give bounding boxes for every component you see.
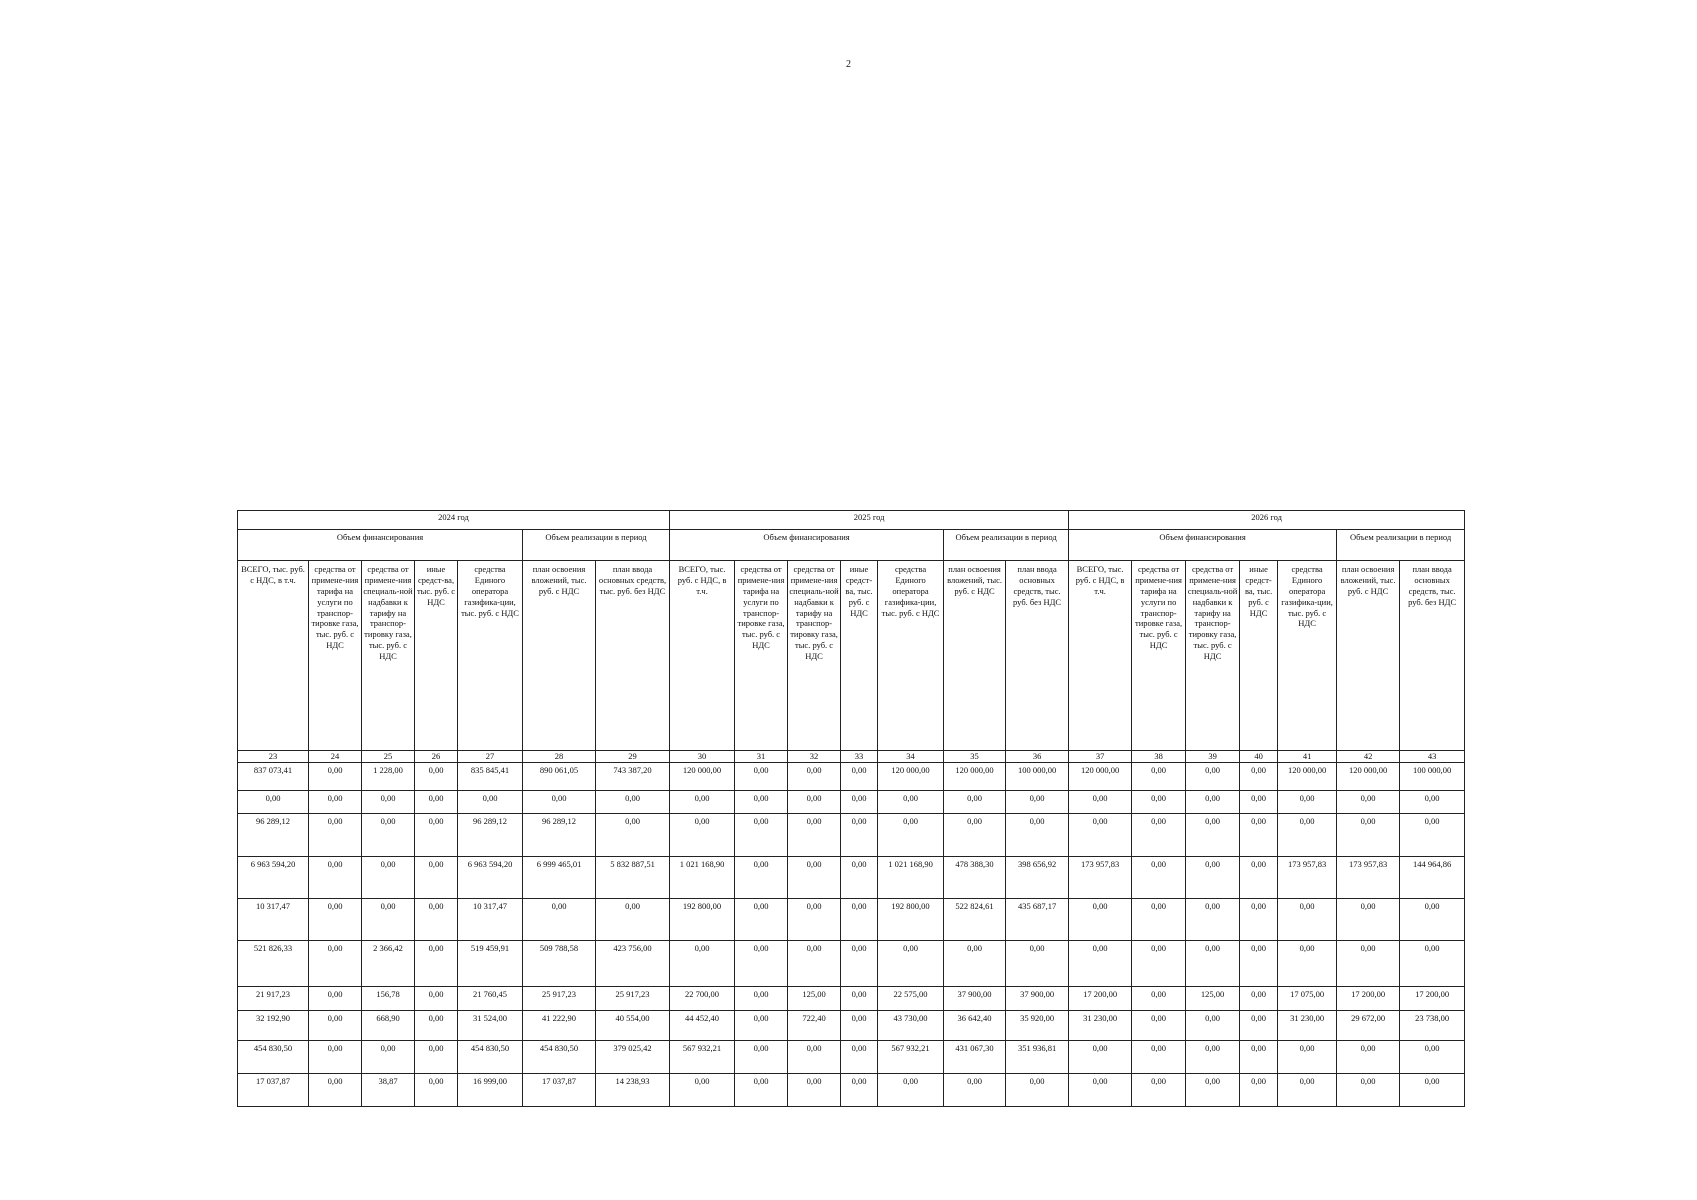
- table-cell: 0,00: [415, 763, 458, 791]
- table-cell: 0,00: [735, 941, 788, 987]
- table-cell: 96 289,12: [458, 814, 523, 857]
- table-cell: 120 000,00: [670, 763, 735, 791]
- table-cell: 0,00: [944, 791, 1006, 814]
- column-number: 35: [944, 751, 1006, 763]
- table-cell: 31 230,00: [1278, 1011, 1337, 1041]
- table-cell: 0,00: [1132, 987, 1186, 1011]
- table-cell: 120 000,00: [1337, 763, 1400, 791]
- table-cell: 0,00: [309, 1074, 362, 1107]
- table-cell: 0,00: [362, 814, 415, 857]
- table-cell: 192 800,00: [670, 899, 735, 941]
- table-cell: 837 073,41: [238, 763, 309, 791]
- table-cell: 17 200,00: [1069, 987, 1132, 1011]
- table-cell: 17 200,00: [1400, 987, 1465, 1011]
- table-cell: 0,00: [1337, 814, 1400, 857]
- table-cell: 379 025,42: [596, 1041, 670, 1074]
- table-cell: 0,00: [788, 941, 841, 987]
- table-cell: 0,00: [1240, 857, 1278, 899]
- table-cell: 0,00: [1400, 899, 1465, 941]
- table-cell: 1 228,00: [362, 763, 415, 791]
- table-cell: 36 642,40: [944, 1011, 1006, 1041]
- column-header: план ввода основных средств, тыс. руб. без НДС: [1006, 561, 1069, 751]
- realization-group-2025: Объем реализации в период: [944, 530, 1069, 561]
- table-cell: 0,00: [1006, 1074, 1069, 1107]
- table-cell: 21 760,45: [458, 987, 523, 1011]
- table-cell: 0,00: [1132, 899, 1186, 941]
- table-cell: 44 452,40: [670, 1011, 735, 1041]
- table-cell: 0,00: [1240, 763, 1278, 791]
- year-header-row: [238, 511, 1465, 530]
- table-cell: 0,00: [415, 899, 458, 941]
- table-cell: 0,00: [841, 814, 878, 857]
- table-cell: 21 917,23: [238, 987, 309, 1011]
- table-cell: 0,00: [1069, 1041, 1132, 1074]
- table-cell: 835 845,41: [458, 763, 523, 791]
- table-cell: 0,00: [309, 987, 362, 1011]
- table-row: [238, 987, 1465, 1011]
- table-cell: 0,00: [1278, 941, 1337, 987]
- table-cell: 0,00: [788, 857, 841, 899]
- column-header: средства Единого оператора газифика-ции, тыс. руб. с НДС: [1278, 561, 1337, 751]
- table-cell: 0,00: [309, 814, 362, 857]
- table-cell: 38,87: [362, 1074, 415, 1107]
- table-cell: 0,00: [788, 814, 841, 857]
- table-cell: 0,00: [841, 941, 878, 987]
- table-cell: 0,00: [788, 791, 841, 814]
- table-row: [238, 814, 1465, 857]
- table-cell: 890 061,05: [523, 763, 596, 791]
- column-header: средства от примене-ния специаль-ной надбавки к тарифу на транспор-тировку газа, тыс. руб. с НДС: [788, 561, 841, 751]
- table-cell: 0,00: [735, 1041, 788, 1074]
- table-cell: 41 222,90: [523, 1011, 596, 1041]
- table-cell: 0,00: [841, 763, 878, 791]
- table-cell: 0,00: [670, 1074, 735, 1107]
- column-number: 24: [309, 751, 362, 763]
- table-cell: 0,00: [1069, 1074, 1132, 1107]
- table-cell: 454 830,50: [458, 1041, 523, 1074]
- table-cell: 0,00: [1186, 763, 1240, 791]
- column-number: 27: [458, 751, 523, 763]
- table-cell: 10 317,47: [238, 899, 309, 941]
- table-cell: 0,00: [841, 1074, 878, 1107]
- table-cell: 120 000,00: [944, 763, 1006, 791]
- table-cell: 0,00: [670, 814, 735, 857]
- table-cell: 17 037,87: [238, 1074, 309, 1107]
- financing-group-2025: Объем финансирования: [670, 530, 944, 561]
- table-cell: 567 932,21: [878, 1041, 944, 1074]
- table-row: [238, 857, 1465, 899]
- table-cell: 519 459,91: [458, 941, 523, 987]
- table-cell: 0,00: [735, 857, 788, 899]
- table-cell: 0,00: [1240, 791, 1278, 814]
- column-number: 30: [670, 751, 735, 763]
- table-cell: 567 932,21: [670, 1041, 735, 1074]
- table-cell: 43 730,00: [878, 1011, 944, 1041]
- table-cell: 0,00: [309, 1041, 362, 1074]
- table-cell: 96 289,12: [523, 814, 596, 857]
- table-cell: 0,00: [1132, 763, 1186, 791]
- column-number: 32: [788, 751, 841, 763]
- column-header: средства Единого оператора газифика-ции, тыс. руб. с НДС: [878, 561, 944, 751]
- table-cell: 0,00: [1069, 941, 1132, 987]
- column-header: план освоения вложений, тыс. руб. с НДС: [944, 561, 1006, 751]
- table-cell: 398 656,92: [1006, 857, 1069, 899]
- table-cell: 6 963 594,20: [238, 857, 309, 899]
- table-cell: 25 917,23: [596, 987, 670, 1011]
- table-cell: 0,00: [1400, 941, 1465, 987]
- column-number: 33: [841, 751, 878, 763]
- table-cell: 0,00: [1278, 814, 1337, 857]
- table-cell: 0,00: [1132, 1041, 1186, 1074]
- table-cell: 0,00: [878, 791, 944, 814]
- table-cell: 22 700,00: [670, 987, 735, 1011]
- table-cell: 6 963 594,20: [458, 857, 523, 899]
- table-cell: 0,00: [878, 814, 944, 857]
- table-cell: 0,00: [1400, 791, 1465, 814]
- table-cell: 0,00: [841, 791, 878, 814]
- column-header: иные средст-ва, тыс. руб. с НДС: [415, 561, 458, 751]
- table-cell: 0,00: [1240, 1041, 1278, 1074]
- table-cell: 0,00: [788, 763, 841, 791]
- column-header: иные средст-ва, тыс. руб. с НДС: [841, 561, 878, 751]
- table-cell: 0,00: [1240, 899, 1278, 941]
- table-cell: 0,00: [1400, 814, 1465, 857]
- column-number: 37: [1069, 751, 1132, 763]
- table-cell: 100 000,00: [1400, 763, 1465, 791]
- financing-group-2024: Объем финансирования: [238, 530, 523, 561]
- column-number: 43: [1400, 751, 1465, 763]
- table-cell: 120 000,00: [878, 763, 944, 791]
- table-cell: 0,00: [1132, 857, 1186, 899]
- table-cell: 6 999 465,01: [523, 857, 596, 899]
- table-cell: 23 738,00: [1400, 1011, 1465, 1041]
- table-cell: 96 289,12: [238, 814, 309, 857]
- table-cell: 0,00: [1337, 899, 1400, 941]
- table-cell: 0,00: [841, 1011, 878, 1041]
- table-cell: 0,00: [415, 987, 458, 1011]
- table-cell: 0,00: [1186, 1074, 1240, 1107]
- column-header: средства от примене-ния специаль-ной надбавки к тарифу на транспор-тировку газа, тыс. руб. с НДС: [1186, 561, 1240, 751]
- table-cell: 743 387,20: [596, 763, 670, 791]
- financing-group-2026: Объем финансирования: [1069, 530, 1337, 561]
- column-header: план ввода основных средств, тыс. руб. без НДС: [596, 561, 670, 751]
- table-cell: 0,00: [944, 814, 1006, 857]
- table-cell: 0,00: [415, 791, 458, 814]
- table-cell: 351 936,81: [1006, 1041, 1069, 1074]
- column-number: 31: [735, 751, 788, 763]
- column-header: средства от примене-ния тарифа на услуги по транспор-тировке газа, тыс. руб. с НДС: [735, 561, 788, 751]
- table-cell: 0,00: [944, 1074, 1006, 1107]
- column-header: средства от примене-ния тарифа на услуги по транспор-тировке газа, тыс. руб. с НДС: [1132, 561, 1186, 751]
- table-cell: 0,00: [1006, 791, 1069, 814]
- table-cell: 0,00: [1069, 814, 1132, 857]
- table-cell: 0,00: [735, 899, 788, 941]
- table-cell: 35 920,00: [1006, 1011, 1069, 1041]
- table-cell: 0,00: [309, 791, 362, 814]
- table-cell: 0,00: [841, 1041, 878, 1074]
- table-cell: 17 200,00: [1337, 987, 1400, 1011]
- table-cell: 0,00: [362, 791, 415, 814]
- table-cell: 0,00: [1240, 1011, 1278, 1041]
- table-cell: 156,78: [362, 987, 415, 1011]
- table-cell: 14 238,93: [596, 1074, 670, 1107]
- year-2026-header: 2026 год: [1069, 511, 1465, 530]
- table-cell: 0,00: [362, 857, 415, 899]
- table-cell: 0,00: [841, 899, 878, 941]
- table-row: [238, 1011, 1465, 1041]
- table-cell: 37 900,00: [1006, 987, 1069, 1011]
- table-cell: 0,00: [841, 987, 878, 1011]
- table-cell: 0,00: [1337, 791, 1400, 814]
- table-cell: 0,00: [1240, 814, 1278, 857]
- column-number: 39: [1186, 751, 1240, 763]
- table-cell: 0,00: [878, 941, 944, 987]
- column-header: средства от примене-ния тарифа на услуги по транспор-тировке газа, тыс. руб. с НДС: [309, 561, 362, 751]
- table-cell: 0,00: [735, 1074, 788, 1107]
- table-cell: 0,00: [362, 1041, 415, 1074]
- column-number-row: [238, 751, 1465, 763]
- table-cell: 0,00: [309, 1011, 362, 1041]
- column-header: ВСЕГО, тыс. руб. с НДС, в т.ч.: [238, 561, 309, 751]
- table-cell: 0,00: [415, 814, 458, 857]
- table-cell: 0,00: [1240, 941, 1278, 987]
- table-cell: 125,00: [1186, 987, 1240, 1011]
- realization-group-2024: Объем реализации в период: [523, 530, 670, 561]
- column-number: 40: [1240, 751, 1278, 763]
- column-number: 41: [1278, 751, 1337, 763]
- table-cell: 521 826,33: [238, 941, 309, 987]
- table-cell: 0,00: [735, 814, 788, 857]
- table-cell: 0,00: [841, 857, 878, 899]
- table-cell: 0,00: [788, 899, 841, 941]
- table-cell: 0,00: [415, 1041, 458, 1074]
- table-cell: 722,40: [788, 1011, 841, 1041]
- table-cell: 0,00: [1132, 1074, 1186, 1107]
- table-cell: 0,00: [1186, 814, 1240, 857]
- table-row: [238, 791, 1465, 814]
- table-cell: 0,00: [1132, 791, 1186, 814]
- table-cell: 100 000,00: [1006, 763, 1069, 791]
- column-header: иные средст-ва, тыс. руб. с НДС: [1240, 561, 1278, 751]
- table-cell: 0,00: [788, 1074, 841, 1107]
- table-cell: 0,00: [1240, 1074, 1278, 1107]
- table-cell: 0,00: [1186, 1041, 1240, 1074]
- table-cell: 40 554,00: [596, 1011, 670, 1041]
- table-cell: 17 037,87: [523, 1074, 596, 1107]
- table-cell: 0,00: [735, 763, 788, 791]
- year-2024-header: 2024 год: [238, 511, 670, 530]
- table-cell: 0,00: [1278, 1074, 1337, 1107]
- table-cell: 2 366,42: [362, 941, 415, 987]
- table-cell: 0,00: [1337, 1041, 1400, 1074]
- table-cell: 173 957,83: [1337, 857, 1400, 899]
- table-cell: 0,00: [1186, 1011, 1240, 1041]
- table-cell: 0,00: [735, 987, 788, 1011]
- table-cell: 0,00: [670, 791, 735, 814]
- table-cell: 0,00: [1186, 899, 1240, 941]
- column-number: 25: [362, 751, 415, 763]
- table-cell: 125,00: [788, 987, 841, 1011]
- column-header: план освоения вложений, тыс. руб. с НДС: [523, 561, 596, 751]
- table-cell: 0,00: [878, 1074, 944, 1107]
- column-number: 29: [596, 751, 670, 763]
- table-cell: 423 756,00: [596, 941, 670, 987]
- column-number: 42: [1337, 751, 1400, 763]
- table-cell: 1 021 168,90: [878, 857, 944, 899]
- column-header: план ввода основных средств, тыс. руб. без НДС: [1400, 561, 1465, 751]
- table-cell: 0,00: [1400, 1074, 1465, 1107]
- table-cell: 17 075,00: [1278, 987, 1337, 1011]
- table-cell: 0,00: [415, 857, 458, 899]
- realization-group-2026: Объем реализации в период: [1337, 530, 1465, 561]
- table-cell: 37 900,00: [944, 987, 1006, 1011]
- table-cell: 0,00: [523, 899, 596, 941]
- table-cell: 192 800,00: [878, 899, 944, 941]
- table-cell: 0,00: [1337, 941, 1400, 987]
- year-2025-header: 2025 год: [670, 511, 1069, 530]
- table-cell: 0,00: [596, 899, 670, 941]
- table-cell: 0,00: [1278, 791, 1337, 814]
- table-cell: 5 832 887,51: [596, 857, 670, 899]
- table-cell: 0,00: [1132, 814, 1186, 857]
- table-cell: 10 317,47: [458, 899, 523, 941]
- table-cell: 435 687,17: [1006, 899, 1069, 941]
- table-cell: 0,00: [523, 791, 596, 814]
- table-cell: 0,00: [1186, 941, 1240, 987]
- column-header: ВСЕГО, тыс. руб. с НДС, в т.ч.: [670, 561, 735, 751]
- table-cell: 29 672,00: [1337, 1011, 1400, 1041]
- table-cell: 0,00: [735, 1011, 788, 1041]
- table-cell: 0,00: [1186, 857, 1240, 899]
- column-number: 38: [1132, 751, 1186, 763]
- table-cell: 22 575,00: [878, 987, 944, 1011]
- column-number: 26: [415, 751, 458, 763]
- table-cell: 144 964,86: [1400, 857, 1465, 899]
- table-cell: 0,00: [788, 1041, 841, 1074]
- table-cell: 0,00: [309, 941, 362, 987]
- table-cell: 0,00: [735, 791, 788, 814]
- table-cell: 0,00: [1278, 899, 1337, 941]
- table-cell: 0,00: [596, 814, 670, 857]
- table-cell: 478 388,30: [944, 857, 1006, 899]
- table-cell: 0,00: [415, 1074, 458, 1107]
- table-cell: 0,00: [1400, 1041, 1465, 1074]
- table-cell: 0,00: [1006, 941, 1069, 987]
- table-cell: 120 000,00: [1278, 763, 1337, 791]
- column-header: ВСЕГО, тыс. руб. с НДС, в т.ч.: [1069, 561, 1132, 751]
- table-cell: 173 957,83: [1069, 857, 1132, 899]
- table-cell: 0,00: [362, 899, 415, 941]
- column-header: средства Единого оператора газифика-ции, тыс. руб. с НДС: [458, 561, 523, 751]
- table-cell: 1 021 168,90: [670, 857, 735, 899]
- table-cell: 0,00: [1240, 987, 1278, 1011]
- table-cell: 454 830,50: [238, 1041, 309, 1074]
- table-cell: 0,00: [1069, 899, 1132, 941]
- table-cell: 522 824,61: [944, 899, 1006, 941]
- table-cell: 0,00: [1006, 814, 1069, 857]
- column-number: 23: [238, 751, 309, 763]
- table-cell: 0,00: [596, 791, 670, 814]
- investment-financing-table: [237, 510, 1465, 1107]
- table-row: [238, 1041, 1465, 1074]
- table-cell: 0,00: [415, 941, 458, 987]
- table-cell: 0,00: [415, 1011, 458, 1041]
- table-cell: 0,00: [309, 899, 362, 941]
- column-number: 36: [1006, 751, 1069, 763]
- column-header: план освоения вложений, тыс. руб. с НДС: [1337, 561, 1400, 751]
- table-cell: 16 999,00: [458, 1074, 523, 1107]
- table-cell: 173 957,83: [1278, 857, 1337, 899]
- table-row: [238, 763, 1465, 791]
- column-number: 34: [878, 751, 944, 763]
- table-cell: 0,00: [309, 857, 362, 899]
- table-cell: 431 067,30: [944, 1041, 1006, 1074]
- table-cell: 0,00: [1132, 941, 1186, 987]
- table-row: [238, 899, 1465, 941]
- table-cell: 0,00: [238, 791, 309, 814]
- table-cell: 0,00: [944, 941, 1006, 987]
- column-header-row: [238, 561, 1465, 751]
- table-row: [238, 1074, 1465, 1107]
- table-cell: 0,00: [1337, 1074, 1400, 1107]
- table-cell: 0,00: [1069, 791, 1132, 814]
- column-number: 28: [523, 751, 596, 763]
- table-cell: 0,00: [309, 763, 362, 791]
- column-header: средства от примене-ния специаль-ной надбавки к тарифу на транспор-тировку газа, тыс. руб. с НДС: [362, 561, 415, 751]
- table-cell: 0,00: [670, 941, 735, 987]
- group-header-row: [238, 530, 1465, 561]
- table-cell: 0,00: [1278, 1041, 1337, 1074]
- table-cell: 32 192,90: [238, 1011, 309, 1041]
- table-cell: 0,00: [458, 791, 523, 814]
- page-number: 2: [846, 59, 851, 70]
- table-cell: 25 917,23: [523, 987, 596, 1011]
- table-cell: 31 524,00: [458, 1011, 523, 1041]
- table-cell: 120 000,00: [1069, 763, 1132, 791]
- table-cell: 0,00: [1132, 1011, 1186, 1041]
- table-cell: 509 788,58: [523, 941, 596, 987]
- table-cell: 31 230,00: [1069, 1011, 1132, 1041]
- table-row: [238, 941, 1465, 987]
- table-cell: 0,00: [1186, 791, 1240, 814]
- table-cell: 668,90: [362, 1011, 415, 1041]
- table-cell: 454 830,50: [523, 1041, 596, 1074]
